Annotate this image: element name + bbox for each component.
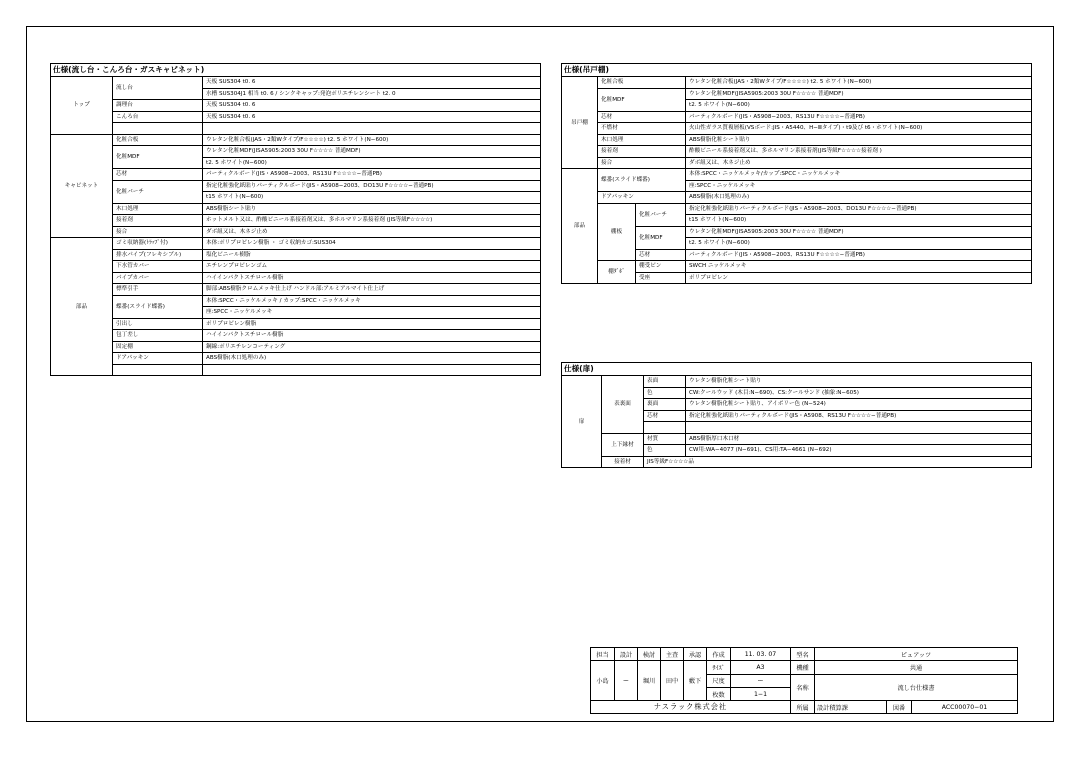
spec-value: ウレタン化粧MDF(JISA5905:2003 30U F☆☆☆☆ 普通MDF) <box>686 88 1032 100</box>
spec-value: 座:SPCC・ニッケルメッキ <box>203 307 541 319</box>
drawing-no-value: ACC00070−01 <box>912 701 1018 714</box>
spec-value: ウレタン樹脂化粧シート貼り、アイボリー色 (N−524) <box>686 399 1032 411</box>
item-cell: 表面 <box>644 376 686 388</box>
table-row <box>562 146 1032 158</box>
spec-value: ウレタン化粧合板(JAS・2類Wタイプ/F☆☆☆☆) t2. 5 ホワイト(N−600) <box>203 134 541 146</box>
item-cell: 色 <box>644 387 686 399</box>
table-title: 仕様(流し台・こんろ台・ガスキャビネット) <box>51 64 541 77</box>
item-cell: パイプカバー <box>113 272 203 284</box>
table-row <box>51 272 541 284</box>
spec-value: 指定化粧強化紙貼りパーティクルボード(JIS・A5908、RS13U F☆☆☆☆−普通PB) <box>686 410 1032 422</box>
size-value: A3 <box>731 661 791 674</box>
table-row <box>51 134 541 146</box>
name-shonin: 藪下 <box>684 661 707 701</box>
table-row <box>51 330 541 342</box>
spec-value: 天板 SUS304 t0. 6 <box>203 77 541 89</box>
item-cell: 流し台 <box>113 77 203 100</box>
spec-value <box>203 123 541 135</box>
spec-value: 天板 SUS304 t0. 6 <box>203 100 541 112</box>
table-row <box>51 341 541 353</box>
table-row <box>51 203 541 215</box>
spec-value: t2. 5 ホワイト(N−600) <box>203 157 541 169</box>
item-cell: 蝶番(スライド蝶番) <box>598 169 686 192</box>
item-cell: 色 <box>644 445 686 457</box>
sink-cabinet-spec-table <box>50 63 541 376</box>
spec-value: ウレタン化粧MDF(JISA5905:2003 30U F☆☆☆☆ 普通MDF) <box>686 226 1032 238</box>
spec-value: t2. 5 ホワイト(N−600) <box>686 238 1032 250</box>
spec-value: ウレタン化粧MDF(JISA5905:2003 30U F☆☆☆☆ 普通MDF) <box>203 146 541 158</box>
group-cell: 表裏面 <box>602 376 644 434</box>
spec-value <box>203 364 541 376</box>
spec-value: パーティクルボード(JIS・A5908−2003、RS13U F☆☆☆☆−普通PB) <box>686 111 1032 123</box>
item-cell: 蝶番(スライド蝶番) <box>113 295 203 318</box>
th-shonin: 承認 <box>684 648 707 661</box>
type-value: 共通 <box>815 661 1018 674</box>
table-row <box>562 203 1032 215</box>
item-cell: 木口処理 <box>598 134 686 146</box>
spec-value: SWCH ニッケルメッキ <box>686 261 1032 273</box>
spec-value <box>686 422 1032 434</box>
type-label: 機種 <box>791 661 815 674</box>
scale-label: 尺度 <box>707 674 731 687</box>
spec-value: ABS樹脂(木口処理のみ) <box>686 192 1032 204</box>
name-sekkei: ー <box>615 661 638 701</box>
name-tanto: 小島 <box>591 661 615 701</box>
spec-value: ハイインパクトスチロール樹脂 <box>203 330 541 342</box>
th-sekkei: 設計 <box>615 648 638 661</box>
table-row <box>562 261 1032 273</box>
table-row <box>562 123 1032 135</box>
spec-value: ウレタン化粧合板(JAS・2類Wタイプ/F☆☆☆☆) t2. 5 ホワイト(N−600) <box>686 77 1032 89</box>
spec-value: 天板 SUS304 t0. 6 <box>203 111 541 123</box>
group-cell: 棚板 <box>598 203 636 261</box>
item-cell: 引出し <box>113 318 203 330</box>
item-cell: 下水管カバー <box>113 261 203 273</box>
item-cell: 棚受ピン <box>636 261 686 273</box>
spec-value: ABS樹脂厚口木口材 <box>686 433 1032 445</box>
spec-value: CW用:WA−4077 (N−691)、CS用:TA−4661 (N−692) <box>686 445 1032 457</box>
th-tanto: 担当 <box>591 648 615 661</box>
item-cell <box>113 364 203 376</box>
spec-value: エチレンプロピレンゴム <box>203 261 541 273</box>
table-row <box>51 238 541 250</box>
spec-value: 酢酸ビニール系接着剤又は、多ホルマリン系接着剤(JIS等級F☆☆☆☆接着剤 ) <box>686 146 1032 158</box>
item-cell: 材質 <box>644 433 686 445</box>
category-cell: トップ <box>51 77 113 135</box>
table-row <box>562 376 1032 388</box>
table-row <box>51 111 541 123</box>
item-cell <box>644 422 686 434</box>
table-row <box>51 295 541 307</box>
item-cell: こんろ台 <box>113 111 203 123</box>
table-row <box>562 433 1032 445</box>
item-cell: 接着剤 <box>113 215 203 227</box>
spec-value: ABS樹脂シート貼り <box>203 203 541 215</box>
table-title: 仕様(吊戸棚) <box>562 64 1032 77</box>
spec-value: ABS樹脂(木口処理のみ) <box>203 353 541 365</box>
table-row <box>562 169 1032 181</box>
spec-value: 座:SPCC・ニッケルメッキ <box>686 180 1032 192</box>
size-label: ｻｲｽﾞ <box>707 661 731 674</box>
name-kento: 堀川 <box>638 661 661 701</box>
table-row <box>51 261 541 273</box>
category-cell: キャビネット <box>51 134 113 238</box>
item-cell: 化粧バーチ <box>113 180 203 203</box>
table-row <box>562 77 1032 89</box>
table-row <box>562 134 1032 146</box>
item-cell: 化粧合板 <box>598 77 686 89</box>
scale-value: ー <box>731 674 791 687</box>
spec-value: 本体:SPCC・ニッケルメッキ/カップ:SPCC・ニッケルメッキ <box>686 169 1032 181</box>
name-shusa: 田中 <box>661 661 684 701</box>
group-cell: 上下縁材 <box>602 433 644 456</box>
sheets-value: 1−1 <box>731 687 791 700</box>
title-block <box>590 647 1018 714</box>
th-kento: 検討 <box>638 648 661 661</box>
item-cell: 包丁差し <box>113 330 203 342</box>
spec-value: 火山性ガラス質複層板(VSボード:JIS・A5440、H−Ⅲタイプ)・t9及び t6・ホワイト(N−600) <box>686 123 1032 135</box>
table-row <box>562 88 1032 100</box>
drawing-no-label: 図番 <box>887 701 912 714</box>
spec-value: ポリプロピレン <box>686 272 1032 284</box>
spec-value: 水槽 SUS304J1 相当 t0. 6 / シンクキャップ:発泡ポリエチレンシート t2. 0 <box>203 88 541 100</box>
item-cell: 接着剤 <box>598 146 686 158</box>
spec-value: パーティクルボード(JIS・A5908−2003、RS13U F☆☆☆☆−普通PB) <box>203 169 541 181</box>
th-shusa: 主査 <box>661 648 684 661</box>
model-value: ピュアッツ <box>815 648 1018 661</box>
table-row <box>562 192 1032 204</box>
spec-value: 脚部:ABS樹脂クロムメッキ仕上げ ハンドル部:アルミアルマイト仕上げ <box>203 284 541 296</box>
category-cell: 吊戸棚 <box>562 77 598 169</box>
item-cell: 排水パイプ(フレキシブル) <box>113 249 203 261</box>
dept-label: 所属 <box>791 701 815 714</box>
table-row <box>562 363 1032 376</box>
spec-value: ダボ組又は、木ネジ止め <box>203 226 541 238</box>
spec-value: 指定化粧強化紙貼りパーティクルボード(JIS・A5908−2003、DO13U F☆☆☆☆−普通PB) <box>686 203 1032 215</box>
spec-value: 本体:SPCC・ニッケルメッキ / カップ:SPCC・ニッケルメッキ <box>203 295 541 307</box>
table-row <box>562 111 1032 123</box>
table-row <box>562 456 1032 468</box>
created-value: 11. 03. 07 <box>731 648 791 661</box>
sheets-label: 枚数 <box>707 687 731 700</box>
spec-value: 本体:ポリプロピレン樹脂 ・ ゴミ収納カゴ:SUS304 <box>203 238 541 250</box>
item-cell: 固定棚 <box>113 341 203 353</box>
spec-value: 塩化ビニール樹脂 <box>203 249 541 261</box>
item-cell: 受座 <box>636 272 686 284</box>
name-value: 流し台仕様書 <box>815 674 1018 701</box>
item-cell: 化粧MDF <box>113 146 203 169</box>
spec-value: t15 ホワイト(N−600) <box>686 215 1032 227</box>
table-row <box>51 180 541 192</box>
table-row <box>51 146 541 158</box>
spec-value: t15 ホワイト(N−600) <box>203 192 541 204</box>
category-cell: 部品 <box>51 238 113 376</box>
table-row <box>51 226 541 238</box>
group-cell: 棚ﾀﾞﾎﾞ <box>598 261 636 284</box>
category-cell: 扉 <box>562 376 602 468</box>
item-cell: 調理台 <box>113 100 203 112</box>
spec-value: ABS樹脂化粧シート貼り <box>686 134 1032 146</box>
spec-value: ポリプロピレン樹脂 <box>203 318 541 330</box>
spec-value: ウレタン樹脂化粧シート貼り <box>686 376 1032 388</box>
item-cell: 芯材 <box>598 111 686 123</box>
spec-value: 鋼線:ポリエチレンコーティング <box>203 341 541 353</box>
table-row <box>51 249 541 261</box>
item-cell: 化粧MDF <box>636 226 686 249</box>
table-row <box>51 353 541 365</box>
spec-value: ダボ組又は、木ネジ止め <box>686 157 1032 169</box>
created-label: 作成 <box>707 648 731 661</box>
item-cell <box>113 123 203 135</box>
item-cell: ドアパッキン <box>113 353 203 365</box>
item-cell: 接合 <box>113 226 203 238</box>
model-label: 型名 <box>791 648 815 661</box>
table-row <box>562 64 1032 77</box>
item-cell: 不燃材 <box>598 123 686 135</box>
table-row <box>51 123 541 135</box>
table-row <box>562 157 1032 169</box>
item-cell: 化粧合板 <box>113 134 203 146</box>
table-row <box>51 100 541 112</box>
company-name: ナスラック株式会社 <box>591 701 791 714</box>
dept-value: 設計積算課 <box>815 701 887 714</box>
spec-value: CW:クールウッド (木目:N−690)、CS:クールサンド (抽象:N−605) <box>686 387 1032 399</box>
item-cell: 化粧MDF <box>598 88 686 111</box>
door-spec-table <box>561 362 1032 468</box>
item-cell: 芯材 <box>636 249 686 261</box>
wall-cabinet-spec-table <box>561 63 1032 284</box>
table-row <box>51 215 541 227</box>
spec-value: JIS等級F☆☆☆☆品 <box>644 456 1032 468</box>
item-cell: 接合 <box>598 157 686 169</box>
item-cell: 標準引手 <box>113 284 203 296</box>
table-row <box>51 64 541 77</box>
spec-value: ハイインパクトスチロール樹脂 <box>203 272 541 284</box>
item-cell: 木口処理 <box>113 203 203 215</box>
spec-value: パーティクルボード(JIS・A5908−2003、RS13U F☆☆☆☆−普通PB) <box>686 249 1032 261</box>
spec-value: 指定化粧強化紙貼りパーティクルボード(JIS・A5908−2003、DO13U F☆☆☆☆−普通PB) <box>203 180 541 192</box>
item-cell: ドアパッキン <box>598 192 686 204</box>
group-cell: 接着材 <box>602 456 644 468</box>
item-cell: 芯材 <box>113 169 203 181</box>
spec-value: t2. 5 ホワイト(N−600) <box>686 100 1032 112</box>
name-label: 名称 <box>791 674 815 701</box>
table-row <box>51 364 541 376</box>
item-cell: 化粧バーチ <box>636 203 686 226</box>
table-row <box>51 169 541 181</box>
item-cell: 芯材 <box>644 410 686 422</box>
item-cell: 裏面 <box>644 399 686 411</box>
table-row <box>51 77 541 89</box>
item-cell: ゴミ収納器(ﾄﾗｯﾌﾟ付) <box>113 238 203 250</box>
spec-value: ホットメルト又は、酢酸ビニール系接着剤又は、多ホルマリン系接着剤 (JIS等級F☆☆☆☆) <box>203 215 541 227</box>
table-row <box>51 318 541 330</box>
category-cell: 部品 <box>562 169 598 284</box>
table-title: 仕様(扉) <box>562 363 1032 376</box>
table-row <box>51 284 541 296</box>
